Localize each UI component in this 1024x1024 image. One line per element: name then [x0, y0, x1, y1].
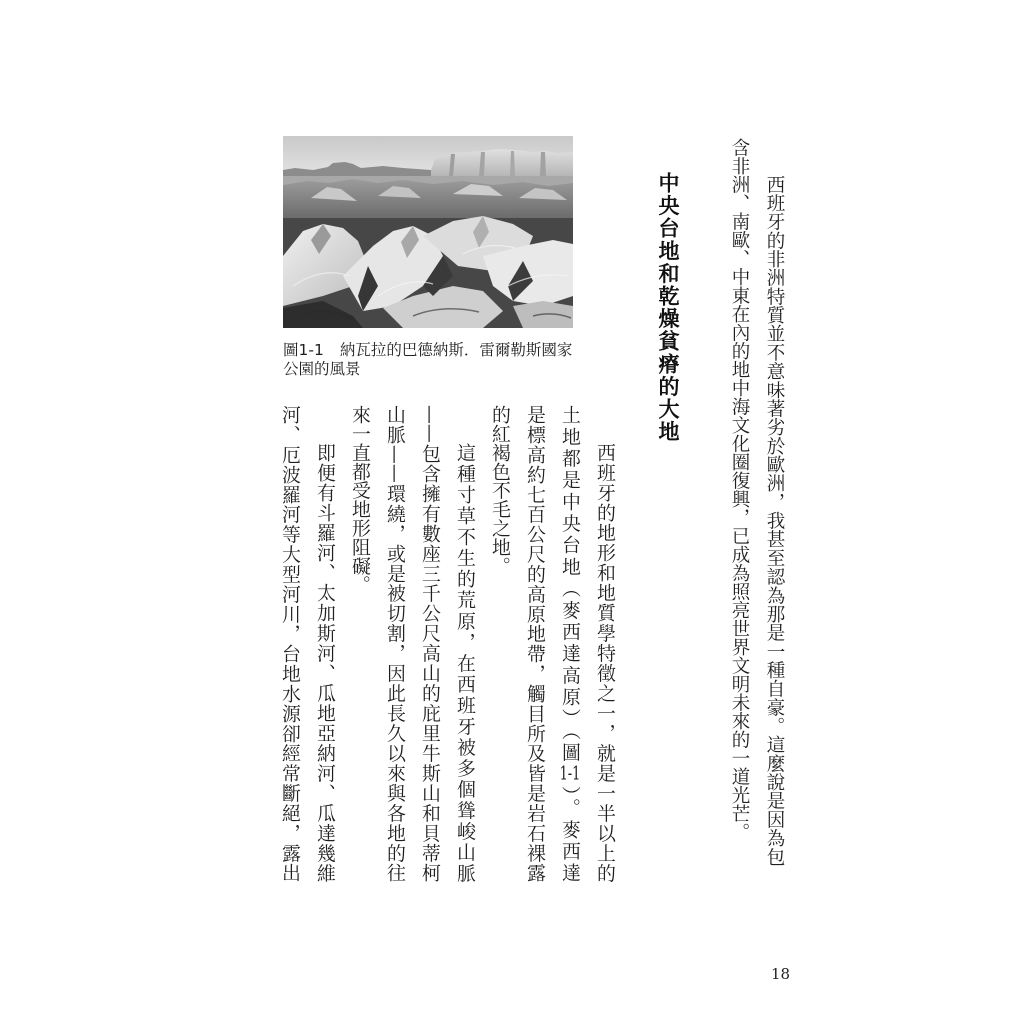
badlands-ridges: [283, 216, 573, 328]
text-column: 這種寸草不生的荒原，在西班牙被多個聳峻山脈: [454, 442, 476, 882]
text-column: 是標高約七百公尺的高原地帶，觸目所及皆是岩石裸露: [524, 405, 546, 882]
page-number: 18: [771, 965, 791, 983]
caption-text: 公園的風景: [283, 360, 361, 378]
text-column: 即便有斗羅河、太加斯河、瓜地亞納河、瓜達幾維: [314, 442, 336, 882]
text-column: 山脈——環繞，或是被切割，因此長久以來與各地的往: [384, 405, 406, 882]
text-column: [552, 405, 587, 882]
text-segment: 土地都是中央台地（麥西達高原）（圖: [559, 405, 581, 765]
section-heading: 中央台地和乾燥貧瘠的大地: [656, 172, 680, 444]
text-column: 河、厄波羅河等大型河川，台地水源卻經常斷絕，露出: [279, 405, 301, 882]
figure-caption: [283, 341, 575, 379]
figure: [283, 136, 575, 379]
text-column: 含非洲、南歐、中東在內的地中海文化圈復興，已成為照亮世界文明未來的一道光芒。: [729, 138, 750, 841]
caption-line: [283, 360, 575, 379]
paragraph: [482, 405, 622, 882]
caption-text: 納瓦拉的巴德納斯．雷爾勒斯國家: [339, 341, 573, 359]
paragraph: [272, 405, 342, 882]
caption-line: [283, 341, 575, 360]
figure-label: 圖1-1: [283, 341, 324, 359]
text-segment: ）。麥西達: [559, 785, 581, 882]
text-column: 來一直都受地形阻礙。: [349, 405, 371, 594]
figure-reference: 1-1: [559, 764, 581, 784]
paragraph: [342, 405, 482, 882]
text-column: 的紅褐色不毛之地。: [489, 405, 511, 576]
text-column: 西班牙的非洲特質並不意味著劣於歐洲，我甚至認為那是一種自豪。這麼說是因為包: [764, 175, 785, 866]
intro-paragraph: [722, 138, 792, 866]
text-column: ——包含擁有數座三千公尺高山的庇里牛斯山和貝蒂柯: [419, 405, 441, 882]
section-body: [272, 405, 622, 882]
text-column: 西班牙的地形和地質學特徵之一，就是一半以上的: [594, 442, 616, 882]
landscape-photo: [283, 136, 573, 328]
